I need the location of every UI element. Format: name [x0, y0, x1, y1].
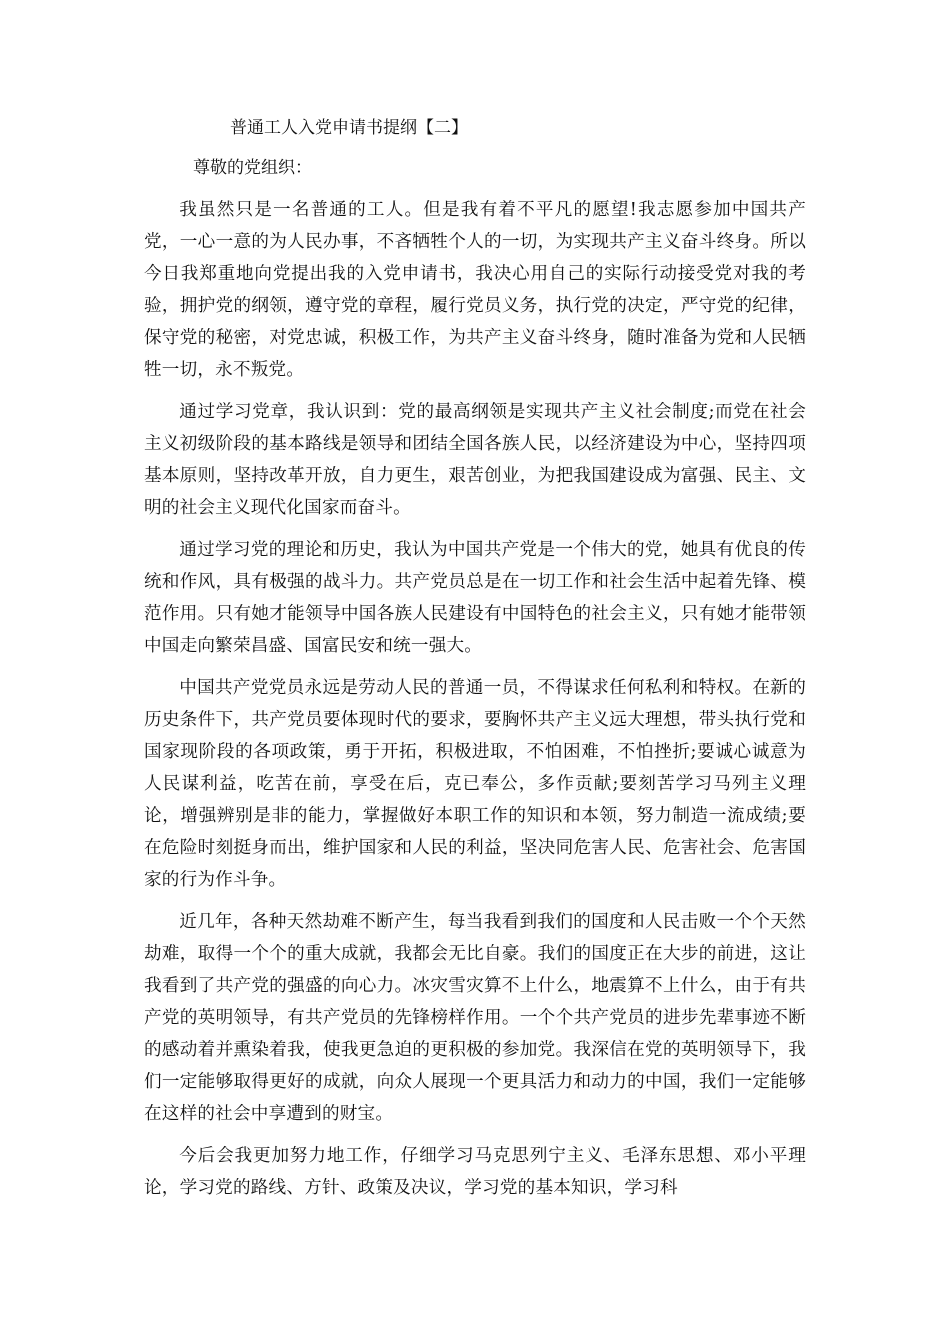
paragraph: 通过学习党的理论和历史，我认为中国共产党是一个伟大的党，她具有优良的传统和作风，具有极强的战斗力。共产党员总是在一切工作和社会生活中起着先锋、模范作用。只有她才能领导中国各族人民建设有中国特色的社会主义，只有她才能带领中国走向繁荣昌盛、国富民安和统一强大。 [144, 540, 806, 656]
paragraph: 我虽然只是一名普通的工人。但是我有着不平凡的愿望!我志愿参加中国共产党，一心一意的为人民办事，不吝牺牲个人的一切，为实现共产主义奋斗终身。所以今日我郑重地向党提出我的入党申请书，我决心用自己的实际行动接受党对我的考验，拥护党的纲领，遵守党的章程，履行党员义务，执行党的决定，严守党的纪律，保守党的秘密，对党忠诚，积极工作，为共产主义奋斗终身，随时准备为党和人民牺牲一切，永不叛党。 [144, 200, 806, 380]
paragraph: 近几年，各种天然劫难不断产生，每当我看到我们的国度和人民击败一个个天然劫难，取得一个个的重大成就，我都会无比自豪。我们的国度正在大步的前进，这让我看到了共产党的强盛的向心力。冰灾雪灾算不上什么，地震算不上什么，由于有共产党的英明领导，有共产党员的先锋榜样作用。一个个共产党员的进步先辈事迹不断的感动着并熏染着我，使我更急迫的更积极的参加党。我深信在党的英明领导下，我们一定能够取得更好的成就，向众人展现一个更具活力和动力的中国，我们一定能够在这样的社会中享遭到的财宝。 [144, 912, 806, 1124]
document-title: 普通工人入党申请书提纲【二】 [230, 118, 468, 138]
document-body [144, 194, 806, 1214]
paragraph: 今后会我更加努力地工作，仔细学习马克思列宁主义、毛泽东思想、邓小平理论，学习党的路线、方针、政策及决议，学习党的基本知识，学习科 [144, 1146, 806, 1198]
paragraph: 通过学习党章，我认识到：党的最高纲领是实现共产主义社会制度;而党在社会主义初级阶段的基本路线是领导和团结全国各族人民，以经济建设为中心，坚持四项基本原则，坚持改革开放，自力更生，艰苦创业，为把我国建设成为富强、民主、文明的社会主义现代化国家而奋斗。 [144, 402, 806, 518]
salutation: 尊敬的党组织： [193, 158, 312, 178]
paragraph: 中国共产党党员永远是劳动人民的普通一员，不得谋求任何私利和特权。在新的历史条件下，共产党员要体现时代的要求，要胸怀共产主义远大理想，带头执行党和国家现阶段的各项政策，勇于开拓，积极进取，不怕困难，不怕挫折;要诚心诚意为人民谋利益，吃苦在前，享受在后，克已奉公，多作贡献;要刻苦学习马列主义理论，增强辨别是非的能力，掌握做好本职工作的知识和本领，努力制造一流成绩;要在危险时刻挺身而出，维护国家和人民的利益，坚决同危害人民、危害社会、危害国家的行为作斗争。 [144, 678, 806, 890]
